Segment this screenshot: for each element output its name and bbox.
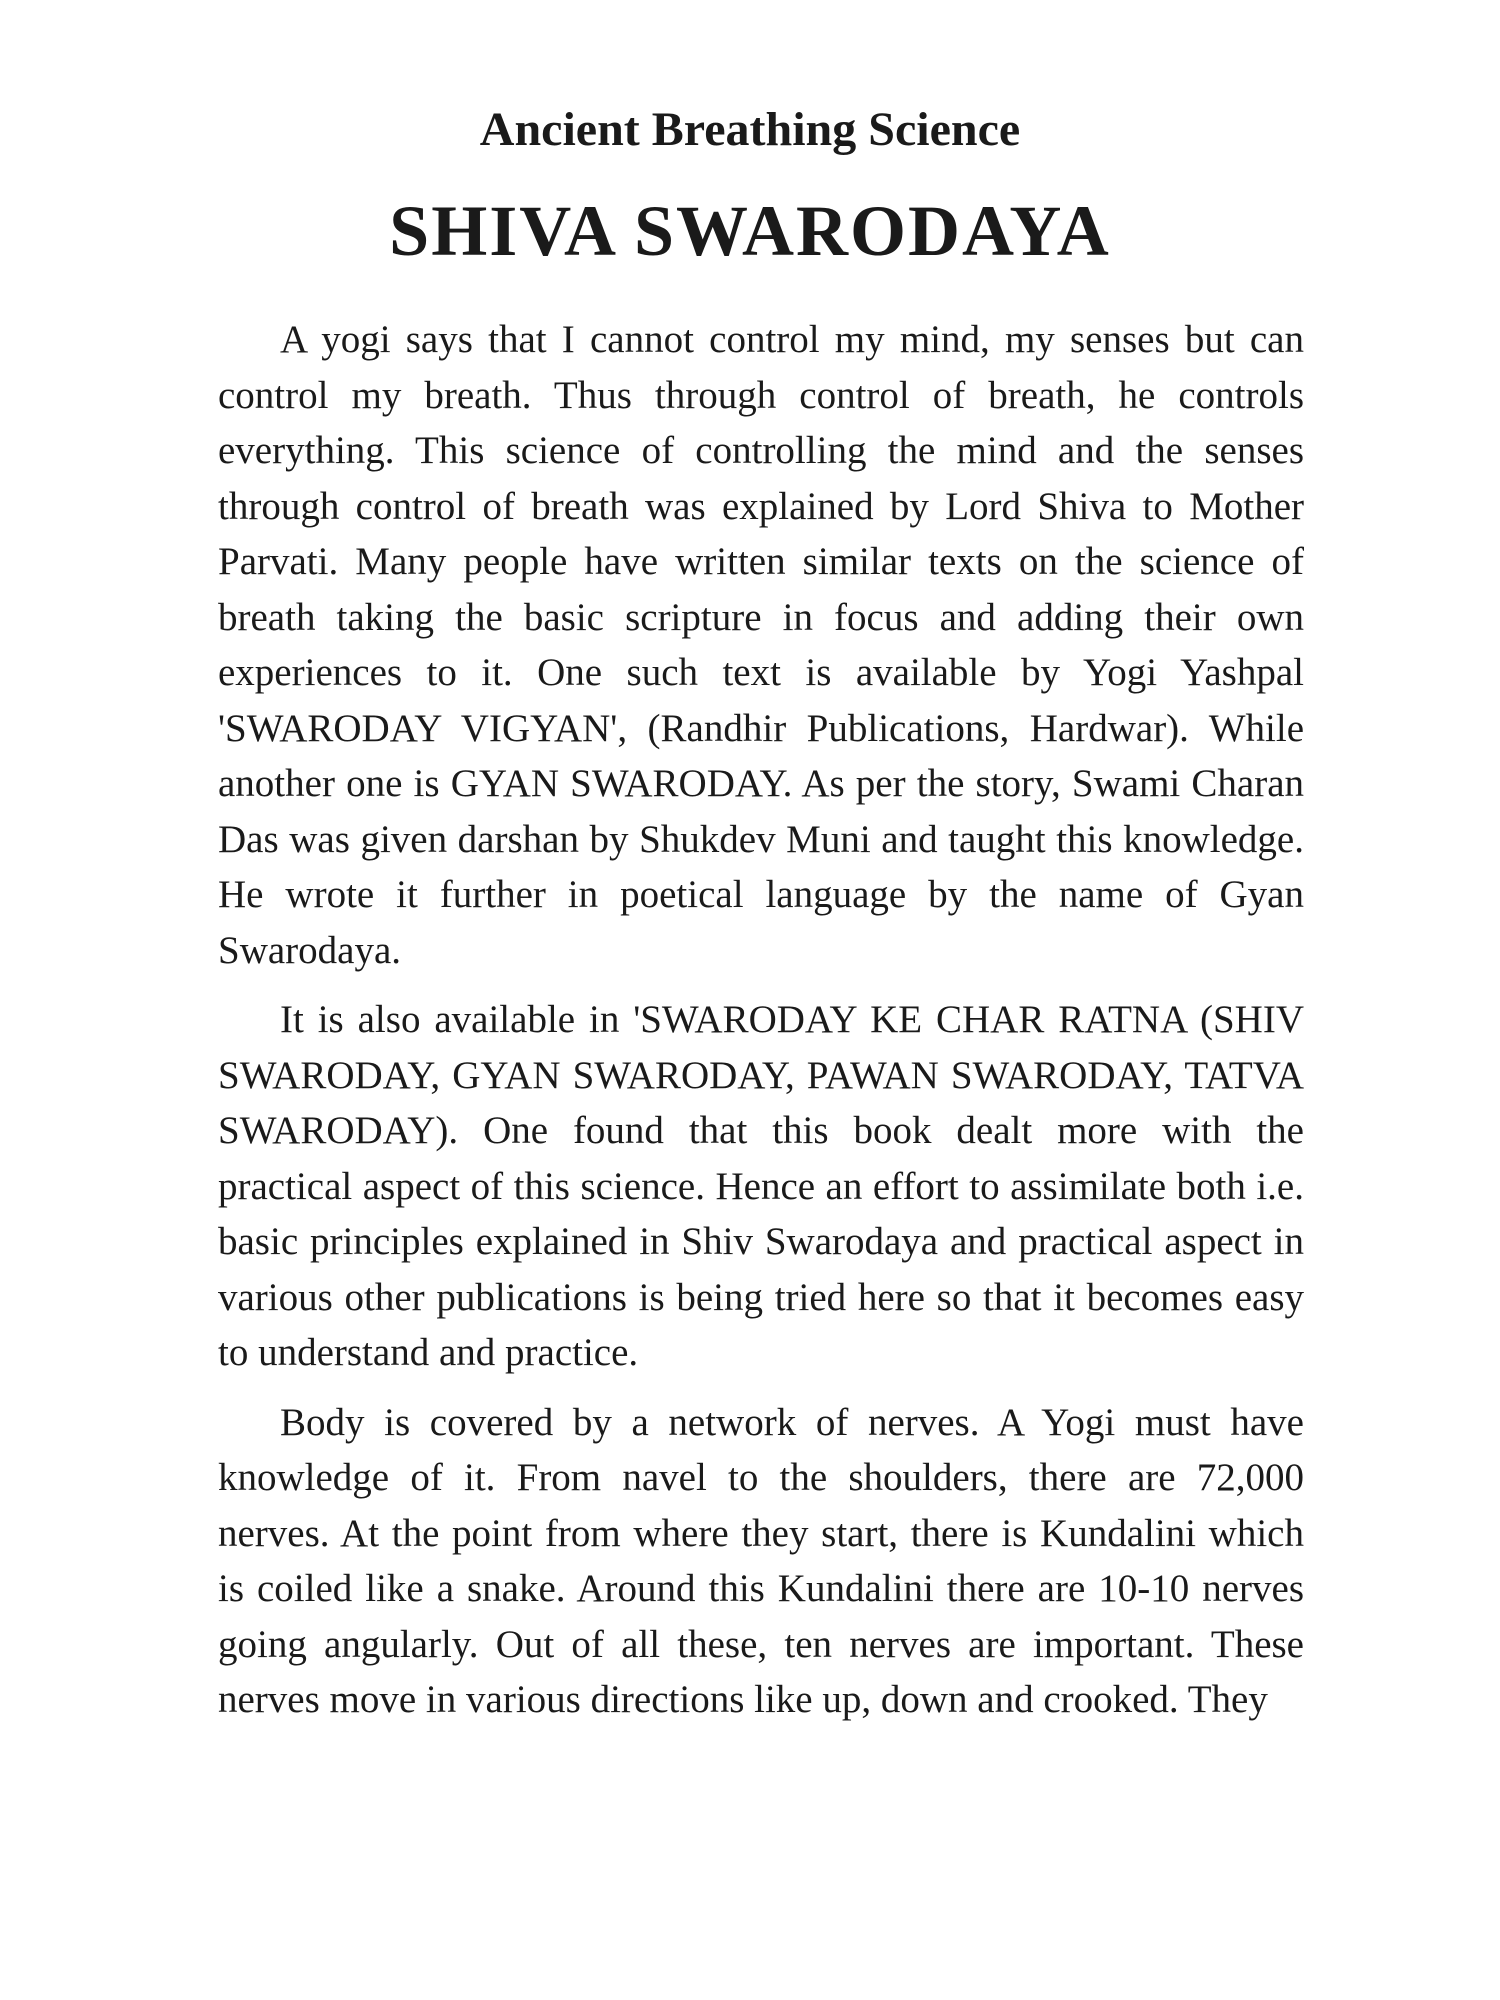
paragraph-2: It is also available in 'SWARODAY KE CHAR RATNA (SHIV SWARODAY, GYAN SWARODAY, PAWAN SWARODAY, TATVA SWARODAY). One found that this book dealt more with the practical aspect of this science. Hence an effort to assimilate both i.e. basic principles explained in Shiv Swarodaya and practical aspect in various other publications is being tried here so that it becomes easy to understand and practice. [218, 998, 1304, 1374]
paragraph-1: A yogi says that I cannot control my mind, my senses but can control my breath. Thus through control of breath, he controls everything. This science of controlling the mind and the senses through control of breath was explained by Lord Shiva to Mother Parvati. Many people have written similar texts on the science of breath taking the basic scripture in focus and adding their own experiences to it. One such text is available by Yogi Yashpal 'SWARODAY VIGYAN', (Randhir Publications, Hardwar). While another one is GYAN SWARODAY. As per the story, Swami Charan Das was given darshan by Shukdev Muni and taught this knowledge. He wrote it further in poetical language by the name of Gyan Swarodaya. [218, 318, 1304, 972]
page-subtitle: Ancient Breathing Science [479, 103, 1021, 156]
paragraph-3: Body is covered by a network of nerves. A Yogi must have knowledge of it. From navel to the shoulders, there are 72,000 nerves. At the point from where they start, there is Kundalini which is coiled like a snake. Around this Kundalini there are 10-10 nerves going angularly. Out of all these, ten nerves are important. These nerves move in various directions like up, down and crooked. They [218, 1400, 1304, 1721]
page-title: SHIVA SWARODAYA [389, 191, 1111, 271]
body-text [218, 312, 1304, 1742]
